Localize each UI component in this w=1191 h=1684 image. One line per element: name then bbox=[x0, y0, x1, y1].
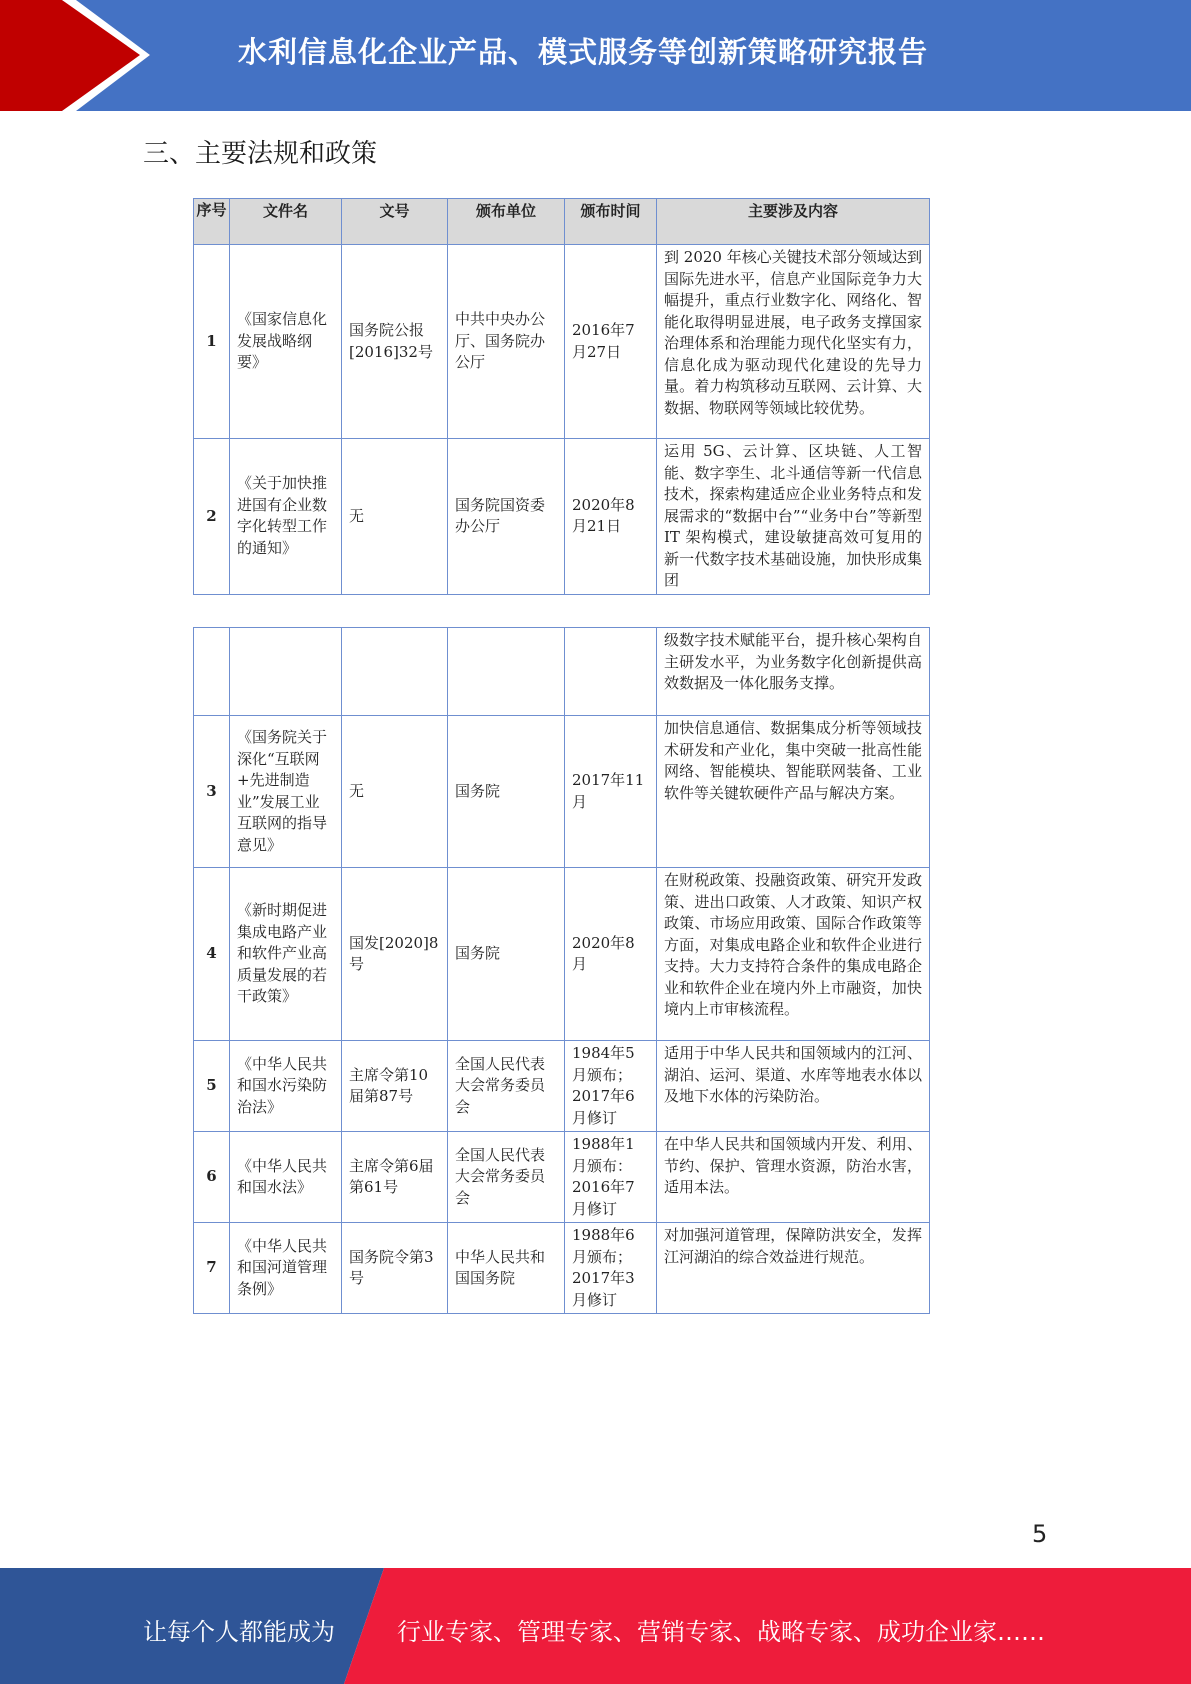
row-issuer: 国务院 bbox=[448, 716, 565, 868]
row-num: 3 bbox=[194, 716, 230, 868]
policy-table-part1 bbox=[193, 198, 930, 595]
header-banner bbox=[0, 0, 1191, 111]
header-seq: 序号 bbox=[194, 199, 230, 245]
policy-table-part2 bbox=[193, 627, 930, 1314]
row-file-name-empty bbox=[230, 628, 342, 716]
row-date: 1984年5月颁布；2017年6月修订 bbox=[565, 1041, 657, 1132]
row-file-name: 《中华人民共和国河道管理条例》 bbox=[230, 1223, 342, 1314]
row-issuer: 国务院 bbox=[448, 868, 565, 1041]
footer-slogan-left: 让每个人都能成为 bbox=[143, 1618, 335, 1646]
row-date: 2020年8月 bbox=[565, 868, 657, 1041]
row-num: 6 bbox=[194, 1132, 230, 1223]
table-row bbox=[194, 868, 930, 1041]
table-header-row bbox=[194, 199, 930, 245]
row-file-name: 《中华人民共和国水法》 bbox=[230, 1132, 342, 1223]
row-issuer: 中共中央办公厅、国务院办公厅 bbox=[448, 245, 565, 439]
row-doc-no: 无 bbox=[342, 439, 448, 595]
footer-slogan-right: 行业专家、管理专家、营销专家、战略专家、成功企业家…… bbox=[397, 1618, 1045, 1646]
row-doc-no-empty bbox=[342, 628, 448, 716]
row-content: 运用 5G、云计算、区块链、人工智能、数字孪生、北斗通信等新一代信息技术，探索构建适应企业业务特点和发展需求的“数据中台”“业务中台”等新型 IT 架构模式，建设敏捷高效可复用的新一代数字技术基础设施，加快形成集团 bbox=[657, 439, 930, 595]
row-num: 5 bbox=[194, 1041, 230, 1132]
row-content: 在财税政策、投融资政策、研究开发政策、进出口政策、人才政策、知识产权政策、市场应用政策、国际合作政策等方面，对集成电路企业和软件企业进行支持。大力支持符合条件的集成电路企业和软件企业在境内外上市融资，加快境内上市审核流程。 bbox=[657, 868, 930, 1041]
row-issuer: 中华人民共和国国务院 bbox=[448, 1223, 565, 1314]
table-row bbox=[194, 1041, 930, 1132]
row-date: 2016年7月27日 bbox=[565, 245, 657, 439]
header-doc-no: 文号 bbox=[342, 199, 448, 245]
row-content: 在中华人民共和国领域内开发、利用、节约、保护、管理水资源，防治水害，适用本法。 bbox=[657, 1132, 930, 1223]
row-date: 1988年1月颁布：2016年7月修订 bbox=[565, 1132, 657, 1223]
header-file-name: 文件名 bbox=[230, 199, 342, 245]
header-content: 主要涉及内容 bbox=[657, 199, 930, 245]
header-title: 水利信息化企业产品、模式服务等创新策略研究报告 bbox=[238, 35, 929, 69]
row-num: 2 bbox=[194, 439, 230, 595]
row-issuer: 全国人民代表大会常务委员会 bbox=[448, 1041, 565, 1132]
table-row-continuation bbox=[194, 628, 930, 716]
row-date-empty bbox=[565, 628, 657, 716]
row-file-name: 《关于加快推进国有企业数字化转型工作的通知》 bbox=[230, 439, 342, 595]
row-file-name: 《新时期促进集成电路产业和软件产业高质量发展的若干政策》 bbox=[230, 868, 342, 1041]
row-doc-no: 国发[2020]8号 bbox=[342, 868, 448, 1041]
row-doc-no: 主席令第6届第61号 bbox=[342, 1132, 448, 1223]
header-date: 颁布时间 bbox=[565, 199, 657, 245]
section-title: 三、主要法规和政策 bbox=[143, 139, 378, 169]
table-row bbox=[194, 245, 930, 439]
row-issuer: 国务院国资委办公厅 bbox=[448, 439, 565, 595]
row-date: 1988年6月颁布；2017年3月修订 bbox=[565, 1223, 657, 1314]
row-num-empty bbox=[194, 628, 230, 716]
row-issuer: 全国人民代表大会常务委员会 bbox=[448, 1132, 565, 1223]
row-doc-no: 国务院公报[2016]32号 bbox=[342, 245, 448, 439]
row-num: 1 bbox=[194, 245, 230, 439]
table-row bbox=[194, 1132, 930, 1223]
row-issuer-empty bbox=[448, 628, 565, 716]
row-num: 7 bbox=[194, 1223, 230, 1314]
row-content: 对加强河道管理，保障防洪安全，发挥江河湖泊的综合效益进行规范。 bbox=[657, 1223, 930, 1314]
row-content: 适用于中华人民共和国领域内的江河、湖泊、运河、渠道、水库等地表水体以及地下水体的污染防治。 bbox=[657, 1041, 930, 1132]
table-row bbox=[194, 716, 930, 868]
row-file-name: 《国家信息化发展战略纲要》 bbox=[230, 245, 342, 439]
header-issuer: 颁布单位 bbox=[448, 199, 565, 245]
row-num: 4 bbox=[194, 868, 230, 1041]
row-content: 到 2020 年核心关键技术部分领域达到国际先进水平，信息产业国际竞争力大幅提升，重点行业数字化、网络化、智能化取得明显进展，电子政务支撑国家治理体系和治理能力现代化坚实有力，信息化成为驱动现代化建设的先导力量。着力构筑移动互联网、云计算、大数据、物联网等领域比较优势。 bbox=[657, 245, 930, 439]
row-date: 2017年11月 bbox=[565, 716, 657, 868]
page-number: 5 bbox=[1032, 1520, 1048, 1548]
row-doc-no: 国务院令第3号 bbox=[342, 1223, 448, 1314]
row-date: 2020年8月21日 bbox=[565, 439, 657, 595]
row-doc-no: 无 bbox=[342, 716, 448, 868]
table-row bbox=[194, 439, 930, 595]
row-content: 加快信息通信、数据集成分析等领域技术研发和产业化，集中突破一批高性能网络、智能模块、智能联网装备、工业软件等关键软硬件产品与解决方案。 bbox=[657, 716, 930, 868]
row-doc-no: 主席令第10届第87号 bbox=[342, 1041, 448, 1132]
row-file-name: 《国务院关于深化“互联网+先进制造业”发展工业互联网的指导意见》 bbox=[230, 716, 342, 868]
row-content: 级数字技术赋能平台，提升核心架构自主研发水平，为业务数字化创新提供高效数据及一体化服务支撑。 bbox=[657, 628, 930, 716]
row-file-name: 《中华人民共和国水污染防治法》 bbox=[230, 1041, 342, 1132]
table-row bbox=[194, 1223, 930, 1314]
